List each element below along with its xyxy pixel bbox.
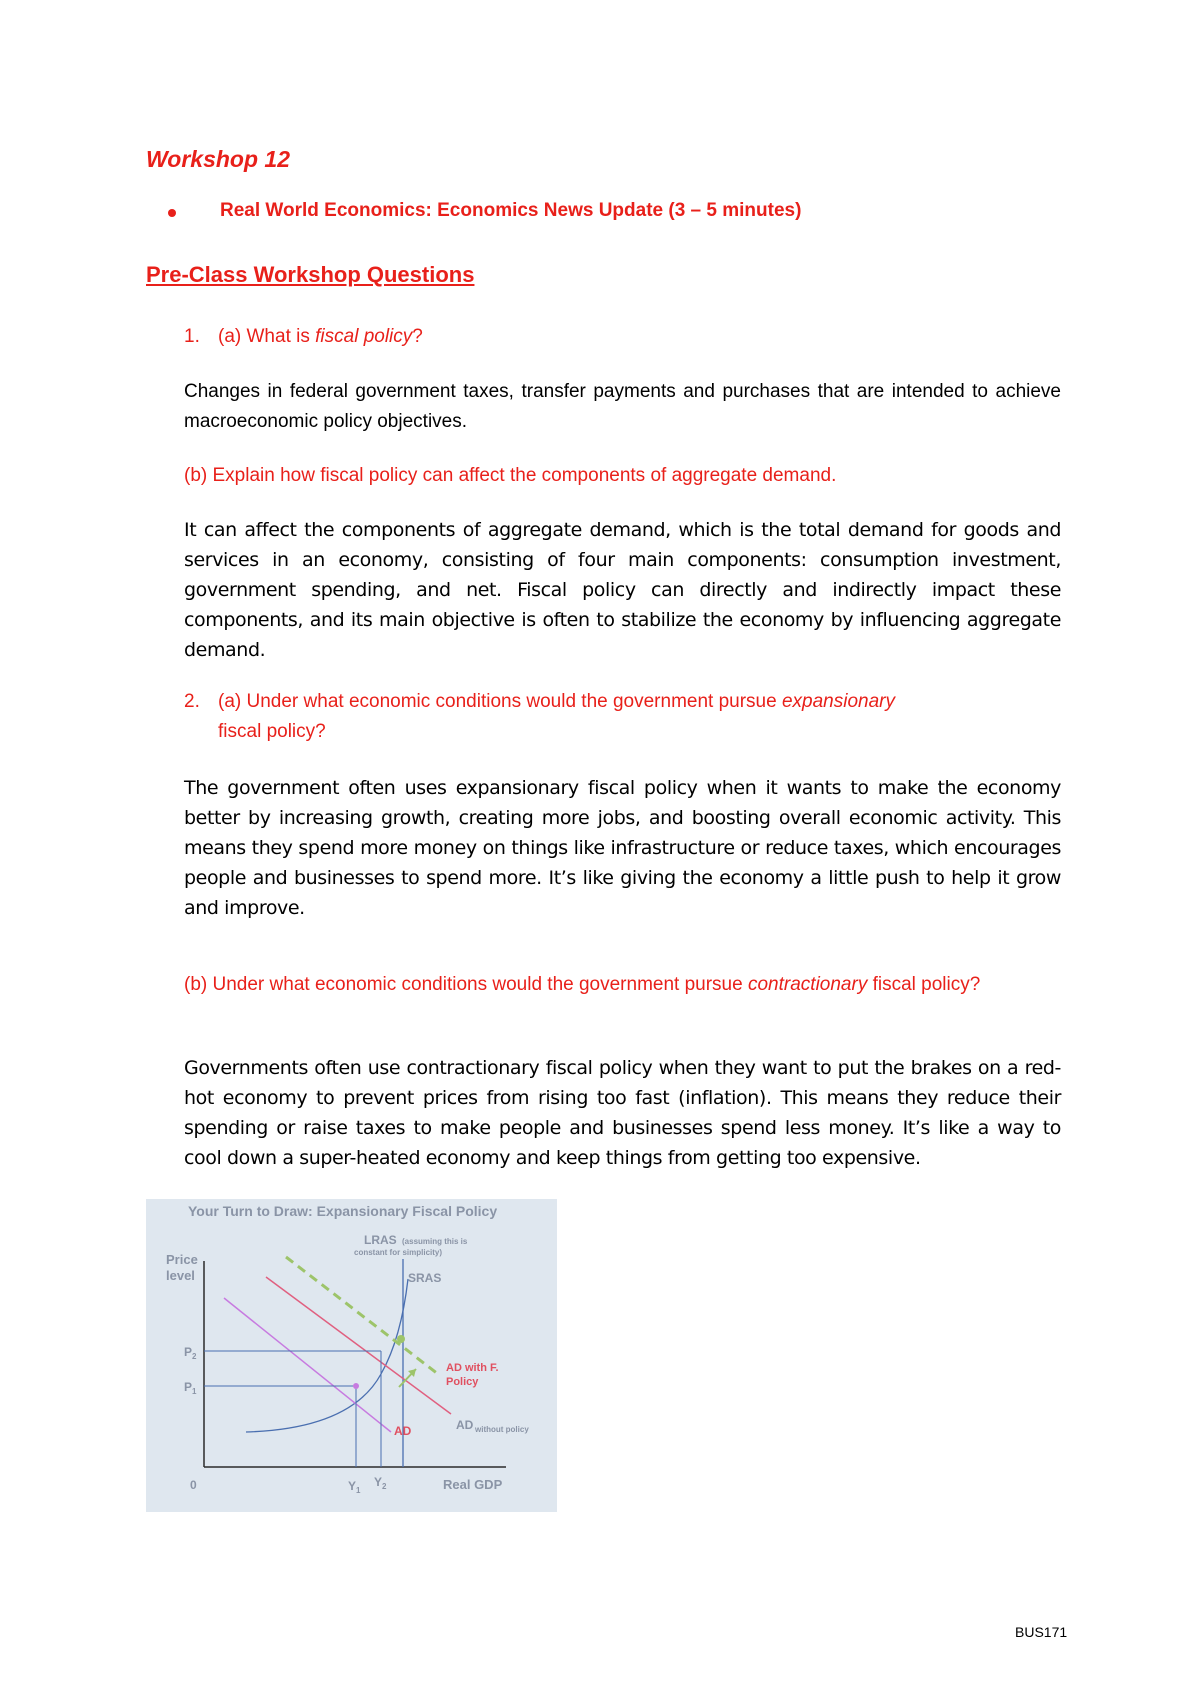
lras-note-1: (assuming this is [402,1237,468,1246]
course-code-footer: BUS171 [1015,1624,1068,1640]
p1-subscript: 1 [192,1387,197,1396]
question-emphasis: contractionary [747,974,868,995]
p1-label: P [184,1380,193,1394]
answer-1a: Changes in federal government taxes, transfer payments and purchases that are intended to achieve macroeconomic policy objectives. [184,381,1061,432]
y-axis-label-2: level [166,1268,195,1283]
sras-label: SRAS [408,1271,442,1285]
lras-note-2: constant for simplicity) [354,1248,443,1257]
x-axis-label: Real GDP [443,1477,503,1492]
ad-fiscal-label-1: AD with F. [446,1362,499,1374]
origin-label: 0 [190,1478,197,1492]
ad-without-policy-subscript: without policy [475,1425,529,1434]
y1-subscript: 1 [356,1486,361,1495]
question-text: (b) Under what economic conditions would the government pursue [184,974,748,995]
y2-label: Y [374,1475,383,1489]
question-1a [184,322,423,352]
equilibrium-2 [397,1335,405,1343]
ad-fiscal-label-2: Policy [446,1376,479,1388]
equilibrium-1 [353,1383,359,1389]
y2-subscript: 2 [382,1482,387,1491]
workshop-title: Workshop 12 [146,146,290,172]
question-text: (a) What is [218,326,316,347]
question-number: 2. [184,691,200,712]
ad-label: AD [394,1424,412,1438]
y1-label: Y [348,1479,357,1493]
question-end: fiscal policy? [867,974,981,995]
question-1b: (b) Explain how fiscal policy can affect the components of aggregate demand. [184,465,837,486]
question-emphasis: fiscal policy [315,326,413,347]
question-end: ? [412,326,423,347]
question-text: (a) Under what economic conditions would the government pursue [218,691,782,712]
bullet-text: Real World Economics: Economics News Update (3 – 5 minutes) [220,200,802,221]
expansionary-fiscal-policy-figure [146,1199,557,1512]
question-number: 1. [184,326,200,347]
ad-without-policy-label: AD [456,1418,474,1432]
y-axis-label-1: Price [166,1252,198,1267]
answer-2b: Governments often use contractionary fiscal policy when they want to put the brakes on a red-hot economy to prevent prices from rising too fast (inflation). This means they reduce their spending or raise taxes to make people and businesses spend less money. It’s like a way to cool down a super-heated economy and keep things from getting too expensive. [184,1057,1061,1169]
bullet-dot-icon [168,209,176,217]
answer-1b: It can affect the components of aggregate demand, which is the total demand for goods and services in an economy, consisting of four main components: consumption investment, government spending, and net. Fiscal policy can directly and indirectly impact these components, and its main objective is often to stabilize the economy by influencing aggregate demand. [184,519,1061,661]
answer-2a: The government often uses expansionary fiscal policy when it wants to make the economy better by increasing growth, creating more jobs, and boosting overall economic activity. This means they spend more money on things like infrastructure or reduce taxes, which encourages people and businesses to spend more. It’s like giving the economy a little push to help it grow and improve. [184,777,1061,919]
p2-label: P [184,1345,193,1359]
lras-label: LRAS [364,1233,397,1247]
question-emphasis: expansionary [781,691,896,712]
question-end: fiscal policy? [218,721,326,742]
question-2a [184,687,1061,747]
question-2b [184,970,1061,1000]
p2-subscript: 2 [192,1352,197,1361]
ad-as-diagram [146,1199,557,1512]
figure-title: Your Turn to Draw: Expansionary Fiscal Policy [188,1203,498,1219]
figure-background [146,1199,557,1512]
section-title: Pre-Class Workshop Questions [146,262,475,287]
